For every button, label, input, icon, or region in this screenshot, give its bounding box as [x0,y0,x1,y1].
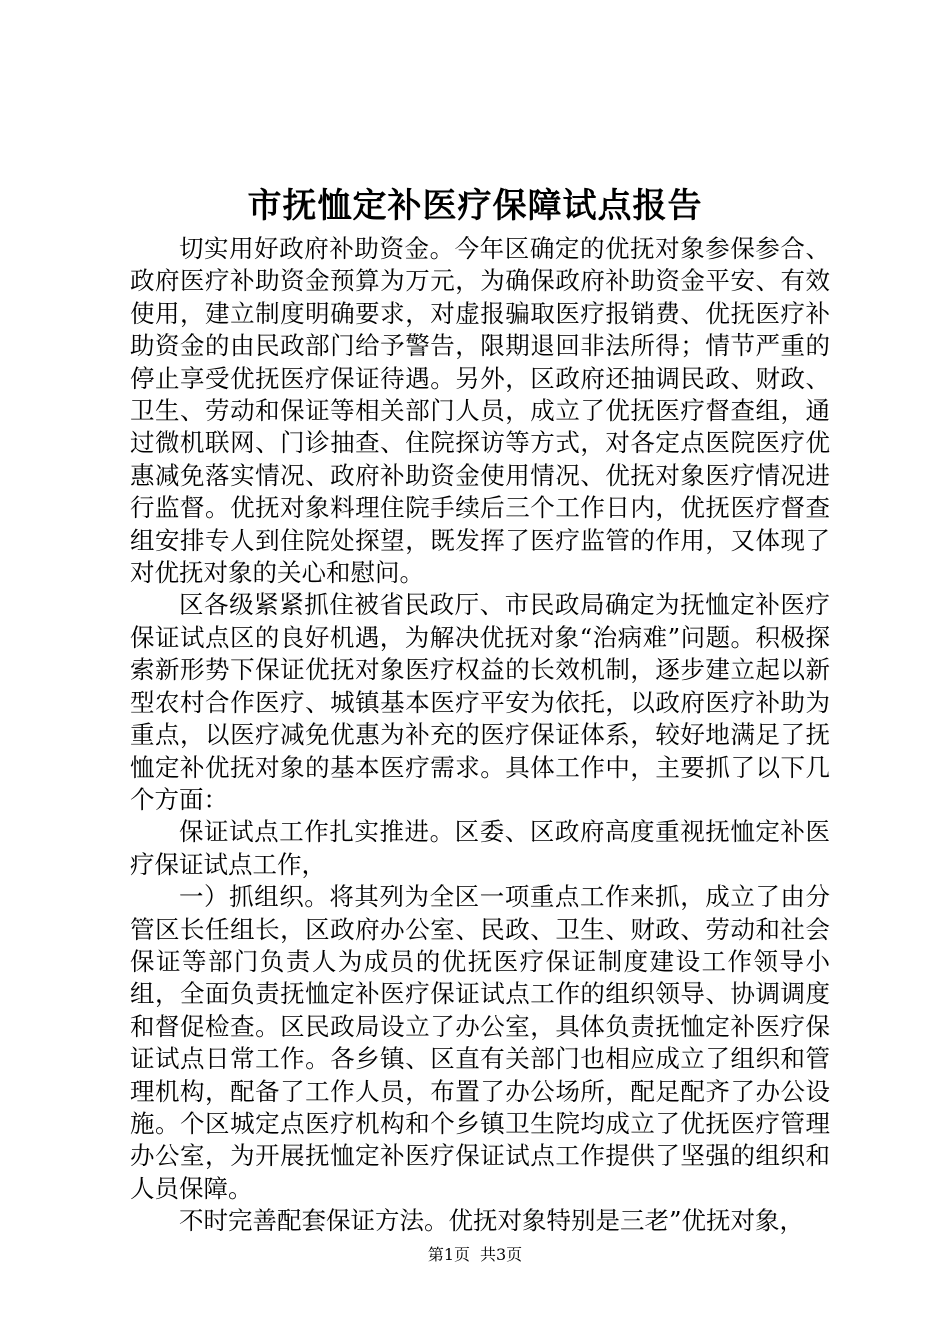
paragraph-funds: 切实用好政府补助资金。今年区确定的优抚对象参保参合、政府医疗补助资金预算为万元，为确保政府补助资金平安、有效使用，建立制度明确要求，对虚报骗取医疗报销费、优抚医疗补助资金的由民政部门给予警告，限期退回非法所得；情节严重的停止享受优抚医疗保证待遇。另外，区政府还抽调民政、财政、卫生、劳动和保证等相关部门人员，成立了优抚医疗督查组，通过微机联网、门诊抽查、住院探访等方式，对各定点医院医疗优惠减免落实情况、政府补助资金使用情况、优抚对象医疗情况进行监督。优抚对象料理住院手续后三个工作日内，优抚医疗督查组安排专人到住院处探望，既发挥了医疗监管的作用，又体现了对优抚对象的关心和慰问。 [130,234,830,588]
paragraph-measures: 不时完善配套保证方法。优抚对象特别是三老”优抚对象， [179,1206,805,1236]
document-body [130,233,830,1238]
paragraph-organization: 一）抓组织。将其列为全区一项重点工作来抓，成立了由分管区长任组长，区政府办公室、民政、卫生、财政、劳动和社会保证等部门负责人为成员的优抚医疗保证制度建设工作领导小组，全面负责抚恤定补医疗保证试点工作的组织领导、协调调度和督促检查。区民政局设立了办公室，具体负责抚恤定补医疗保证试点日常工作。各乡镇、区直有关部门也相应成立了组织和管理机构，配备了工作人员，布置了办公场所，配足配齐了办公设施。个区城定点医疗机构和个乡镇卫生院均成立了优抚医疗管理办公室，为开展抚恤定补医疗保证试点工作提供了坚强的组织和人员保障。 [130,882,830,1203]
paragraph-pilot-overview: 区各级紧紧抓住被省民政厅、市民政局确定为抚恤定补医疗保证试点区的良好机遇，为解决优抚对象“治病难”问题。积极探索新形势下保证优抚对象医疗权益的长效机制，逐步建立起以新型农村合作医疗、城镇基本医疗平安为依托，以政府医疗补助为重点，以医疗减免优惠为补充的医疗保证体系，较好地满足了抚恤定补优抚对象的基本医疗需求。具体工作中，主要抓了以下几个方面： [130,590,830,814]
page-number: 第1页 [427,1245,470,1264]
document-title: 市抚恤定补医疗保障试点报告 [247,186,703,226]
page-footer [0,1244,950,1266]
page-total: 共3页 [480,1245,523,1264]
paragraph-pilot-progress: 保证试点工作扎实推进。区委、区政府高度重视抚恤定补医疗保证试点工作， [130,817,830,879]
